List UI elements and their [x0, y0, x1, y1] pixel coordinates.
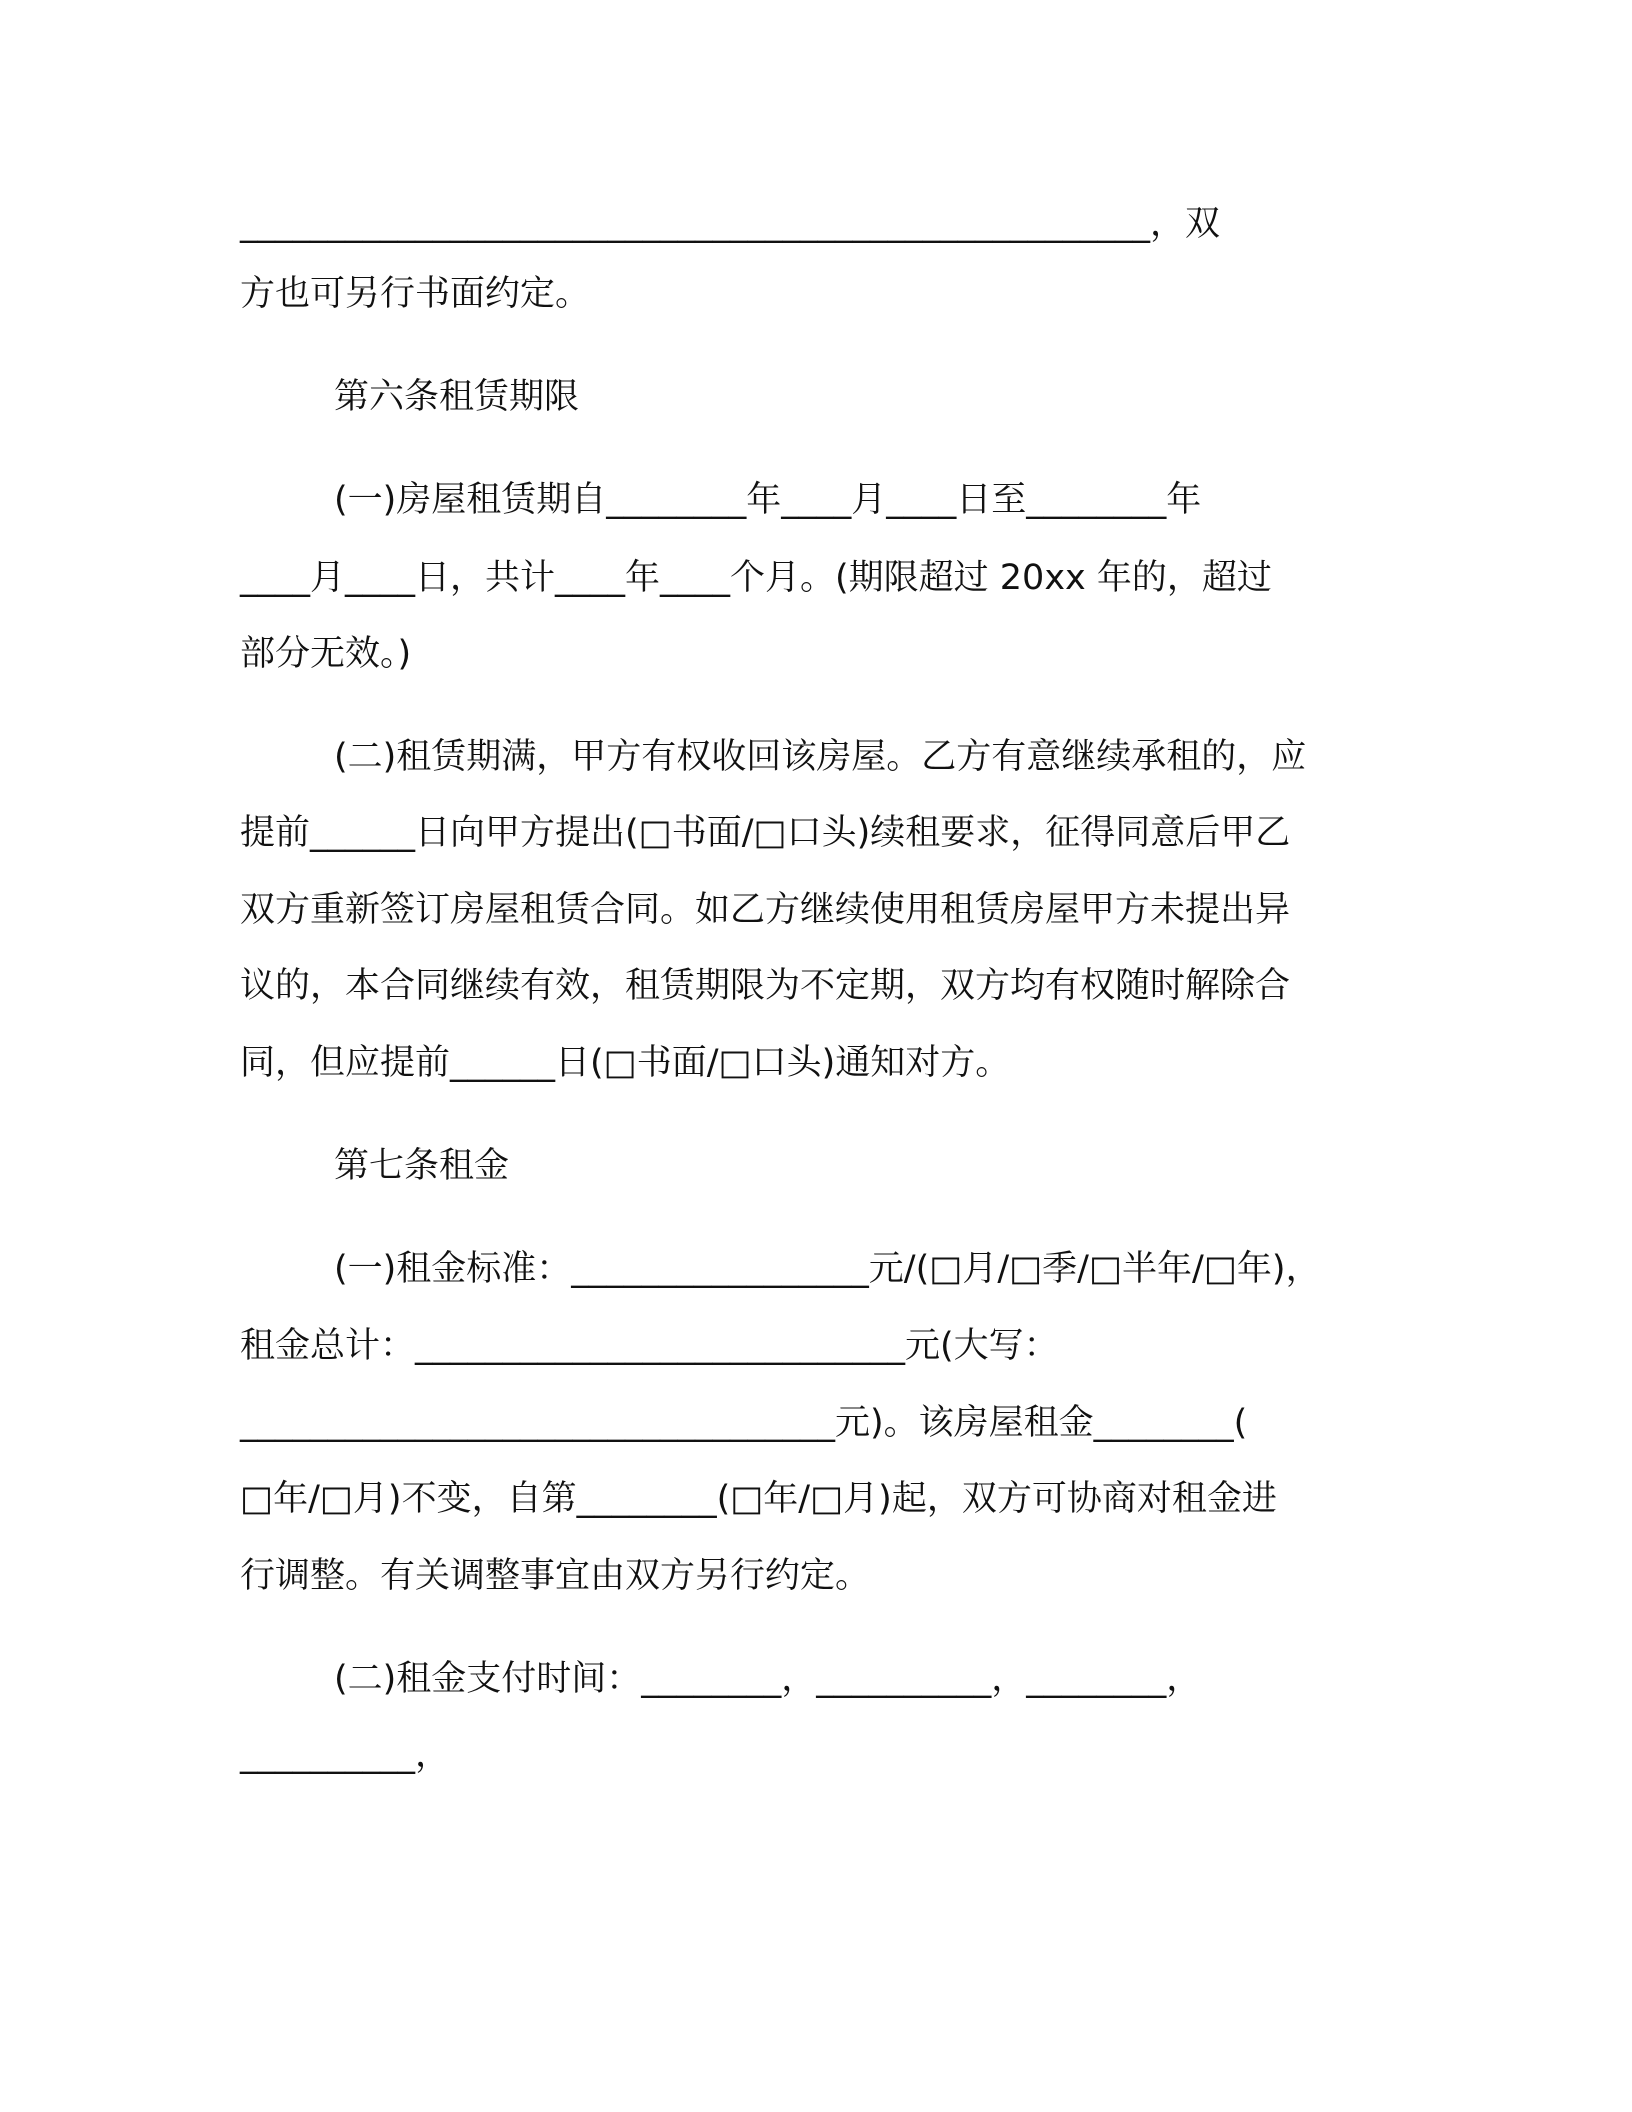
text-line: (一)租金标准：_________________元/(□月/□季/□半年/□年)， [334, 1249, 1321, 1289]
text-line: 议的，本合同继续有效，租赁期限为不定期，双方均有权随时解除合 [240, 966, 1291, 1006]
text-line: 租金总计：____________________________元(大写： [240, 1326, 1059, 1366]
text-line: 同，但应提前______日(□书面/□口头)通知对方。 [240, 1043, 1011, 1083]
text-line: 提前______日向甲方提出(□书面/□口头)续租要求，征得同意后甲乙 [240, 813, 1291, 853]
text-line: 双方重新签订房屋租赁合同。如乙方继续使用租赁房屋甲方未提出异 [240, 890, 1291, 930]
text-line: ____________________________________________________，双 [240, 204, 1221, 244]
text-line: __________， [240, 1735, 451, 1775]
text-line: __________________________________元)。该房屋租金________( [240, 1403, 1248, 1443]
section-heading: 第七条租金 [334, 1146, 510, 1186]
text-line: □年/□月)不变，自第________(□年/□月)起，双方可协商对租金进 [240, 1479, 1277, 1519]
text-line: 方也可另行书面约定。 [240, 274, 591, 314]
text-line: 部分无效。) [240, 634, 412, 674]
text-line: (二)租赁期满，甲方有权收回该房屋。乙方有意继续承租的，应 [334, 737, 1307, 777]
text-line: 行调整。有关调整事宜由双方另行约定。 [240, 1556, 871, 1596]
text-line: ____月____日，共计____年____个月。(期限超过 20xx 年的，超过 [240, 558, 1272, 598]
section-heading: 第六条租赁期限 [334, 377, 580, 417]
text-line: (二)租金支付时间：________，__________，________， [334, 1659, 1202, 1699]
text-line: (一)房屋租赁期自________年____月____日至________年 [334, 480, 1202, 520]
